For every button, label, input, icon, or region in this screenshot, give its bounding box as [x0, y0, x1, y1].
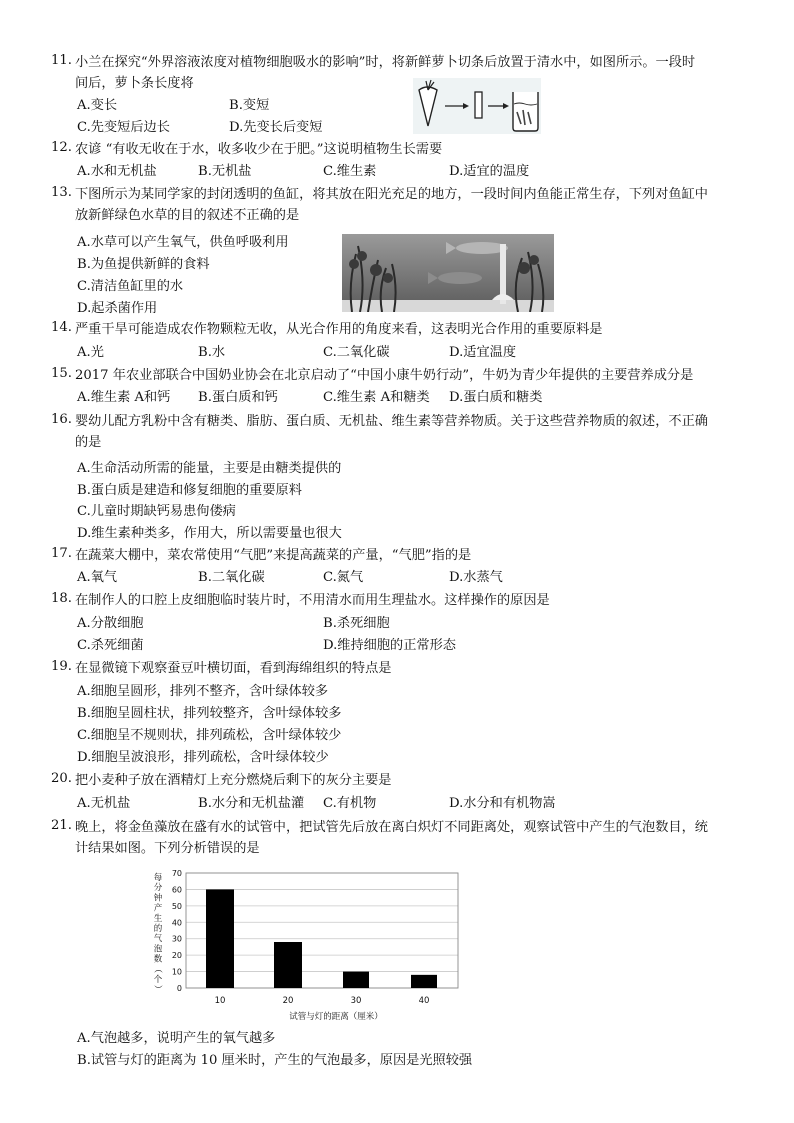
question-text: 计结果如图。下列分析错误的是	[75, 841, 260, 856]
option: C.氮气	[323, 570, 364, 585]
option: B.水	[198, 345, 226, 360]
option: B.杀死细胞	[323, 616, 390, 631]
y-label-char: （	[152, 964, 162, 974]
question-text: 间后，萝卜条长度将	[75, 76, 194, 91]
fish-tank-photo	[342, 234, 554, 312]
option: D.水蒸气	[449, 570, 503, 585]
x-tick-label: 30	[350, 996, 362, 1006]
y-tick-label: 50	[171, 901, 182, 911]
option: B.水分和无机盐灌	[198, 796, 305, 811]
y-label-char: 每	[153, 873, 163, 883]
option: A.维生素 A和钙	[77, 390, 171, 405]
option: B.细胞呈圆柱状，排列较整齐，含叶绿体较多	[77, 706, 342, 721]
option: B.无机盐	[198, 164, 252, 179]
option: A.气泡越多，说明产生的氧气越多	[77, 1031, 276, 1046]
y-label-char: 产	[153, 903, 163, 914]
option: C.维生素 A和糖类	[323, 390, 430, 405]
option: C.二氧化碳	[323, 345, 390, 360]
question-number: 12.	[51, 140, 72, 155]
option: A.变长	[77, 98, 118, 113]
y-label-char: ）	[152, 984, 162, 994]
question-text: 放新鲜绿色水草的目的叙述不正确的是	[75, 208, 300, 223]
question-text: 2017 年农业部联合中国奶业协会在北京启动了“中国小康牛奶行动”，牛奶为青少年提供的主要营养成分是	[75, 368, 694, 383]
y-tick-label: 10	[171, 967, 182, 977]
y-tick-label: 30	[171, 934, 182, 944]
y-label-char: 生	[153, 913, 163, 924]
option: D.起杀菌作用	[77, 301, 158, 316]
option: B.二氧化碳	[198, 570, 265, 585]
bar	[411, 975, 437, 988]
question-text: 在蔬菜大棚中，菜农常使用“气肥”来提高蔬菜的产量，“气肥”指的是	[75, 548, 472, 563]
x-axis-label: 试管与灯的距离（厘米）	[289, 1012, 383, 1022]
question-number: 13.	[51, 185, 72, 200]
option: A.水和无机盐	[77, 164, 157, 179]
option: A.光	[77, 345, 104, 360]
question-number: 15.	[51, 366, 72, 381]
option: B.变短	[229, 98, 270, 113]
y-tick-label: 0	[176, 984, 182, 993]
y-tick-label: 60	[171, 885, 182, 895]
option: D.适宜温度	[449, 345, 517, 360]
option: C.杀死细菌	[77, 638, 144, 653]
y-tick-label: 40	[171, 918, 182, 928]
question-number: 21.	[51, 818, 72, 833]
y-label-char: 分	[153, 883, 163, 894]
option: D.细胞呈波浪形，排列疏松，含叶绿体较少	[77, 750, 329, 765]
question-text: 在显微镜下观察蚕豆叶横切面，看到海绵组织的特点是	[75, 661, 392, 676]
option: B.试管与灯的距离为 10 厘米时，产生的气泡最多，原因是光照较强	[77, 1053, 473, 1068]
question-text: 婴幼儿配方乳粉中含有糖类、脂肪、蛋白质、无机盐、维生素等营养物质。关于这些营养物质的叙述，不正确	[75, 414, 708, 429]
option: B.蛋白质和钙	[198, 390, 278, 405]
option: D.维持细胞的正常形态	[323, 638, 456, 653]
option: A.水草可以产生氧气，供鱼呼吸利用	[77, 235, 289, 250]
question-text: 在制作人的口腔上皮细胞临时装片时，不用清水而用生理盐水。这样操作的原因是	[75, 593, 550, 608]
question-text: 把小麦种子放在酒精灯上充分燃烧后剩下的灰分主要是	[75, 773, 392, 788]
option: C.先变短后边长	[77, 120, 170, 135]
question-number: 14.	[51, 320, 72, 335]
question-text: 的是	[75, 435, 102, 450]
question-text: 小兰在探究“外界溶液浓度对植物细胞吸水的影响”时，将新鲜萝卜切条后放置于清水中，如图所示。一段时	[75, 55, 696, 70]
y-tick-labels	[172, 869, 182, 993]
option: C.维生素	[323, 164, 377, 179]
option: D.蛋白质和糖类	[449, 390, 543, 405]
x-tick-label: 40	[418, 996, 430, 1006]
question-number: 18.	[51, 591, 72, 606]
option: C.细胞呈不规则状，排列疏松，含叶绿体较少	[77, 728, 342, 743]
option: B.为鱼提供新鲜的食料	[77, 257, 210, 272]
option: A.分散细胞	[77, 616, 144, 631]
bar	[274, 942, 302, 988]
question-text: 晚上，将金鱼藻放在盛有水的试管中，把试管先后放在离白炽灯不同距离处，观察试管中产生的气泡数目，统	[75, 820, 708, 835]
y-label-char: 数	[153, 954, 163, 965]
bar	[343, 972, 369, 988]
y-label-char: 个	[153, 975, 163, 985]
bubble-count-bar-chart	[150, 866, 468, 1024]
question-number: 11.	[51, 53, 72, 68]
y-tick-label: 20	[171, 951, 182, 961]
y-axis-label	[152, 872, 163, 993]
question-number: 17.	[51, 546, 72, 561]
question-number: 19.	[51, 659, 72, 674]
option: C.有机物	[323, 796, 377, 811]
option: A.细胞呈圆形，排列不整齐，含叶绿体较多	[77, 684, 329, 699]
bar	[206, 889, 234, 988]
option: D.水分和有机物嵩	[449, 796, 556, 811]
question-number: 16.	[51, 412, 72, 427]
question-text: 农谚 “有收无收在于水，收多收少在于肥。”这说明植物生长需要	[75, 142, 443, 157]
option: A.生命活动所需的能量，主要是由糖类提供的	[77, 461, 342, 476]
option: C.清洁鱼缸里的水	[77, 279, 184, 294]
x-tick-label: 20	[282, 996, 294, 1006]
y-label-char: 钟	[153, 893, 163, 904]
y-tick-label: 70	[171, 869, 182, 878]
carrot-beaker-figure	[413, 78, 541, 134]
x-tick-label: 10	[214, 996, 226, 1006]
option: B.蛋白质是建造和修复细胞的重要原料	[77, 483, 302, 498]
y-label-char: 的	[153, 924, 163, 934]
option: D.维生素种类多，作用大，所以需要量也很大	[77, 526, 342, 541]
question-number: 20.	[51, 771, 72, 786]
y-label-char: 泡	[153, 944, 163, 955]
y-label-char: 气	[153, 934, 163, 945]
question-text: 严重干旱可能造成农作物颗粒无收，从光合作用的角度来看，这表明光合作用的重要原料是	[75, 322, 603, 337]
question-text: 下图所示为某同学家的封闭透明的鱼缸，将其放在阳光充足的地方，一段时间内鱼能正常生存，下列对鱼缸中	[75, 187, 708, 202]
option: A.氧气	[77, 570, 118, 585]
option: A.无机盐	[77, 796, 131, 811]
option: C.儿童时期缺钙易患佝偻病	[77, 504, 236, 519]
option: D.适宜的温度	[449, 164, 530, 179]
x-tick-labels	[215, 996, 430, 1006]
option: D.先变长后变短	[229, 120, 323, 135]
